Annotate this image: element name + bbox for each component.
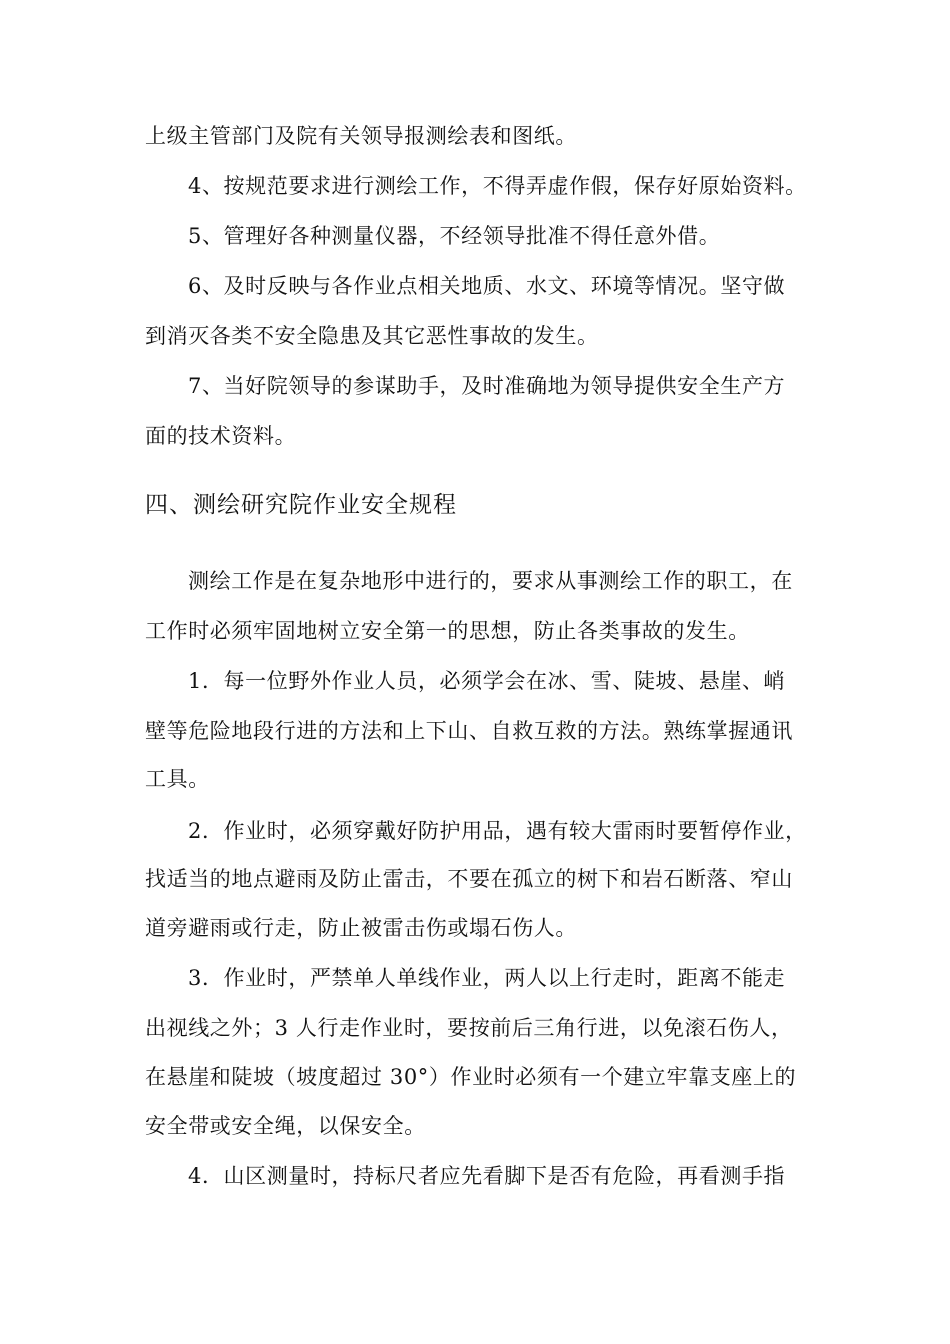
paragraph-line: 上级主管部门及院有关领导报测绘表和图纸。 (145, 124, 577, 148)
paragraph-line: 工作时必须牢固地树立安全第一的思想，防止各类事故的发生。 (145, 619, 750, 643)
paragraph-line: 道旁避雨或行走，防止被雷击伤或塌石伤人。 (145, 916, 577, 940)
section-heading: 四、测绘研究院作业安全规程 (145, 492, 457, 518)
paragraph-line: 安全带或安全绳，以保安全。 (145, 1114, 426, 1138)
paragraph-line: 1．每一位野外作业人员，必须学会在冰、雪、陡坡、悬崖、峭 (188, 669, 786, 693)
paragraph-line: 6、及时反映与各作业点相关地质、水文、环境等情况。坚守做 (188, 274, 786, 298)
paragraph-line: 壁等危险地段行进的方法和上下山、自救互救的方法。熟练掌握通讯 (145, 719, 793, 743)
paragraph-line: 7、当好院领导的参谋助手，及时准确地为领导提供安全生产方 (188, 374, 786, 398)
paragraph-line: 4、按规范要求进行测绘工作，不得弄虚作假，保存好原始资料。 (188, 174, 807, 198)
paragraph-line: 4．山区测量时，持标尺者应先看脚下是否有危险，再看测手指 (188, 1164, 786, 1188)
paragraph-line: 5、管理好各种测量仪器，不经领导批准不得任意外借。 (188, 224, 721, 248)
paragraph-line: 到消灭各类不安全隐患及其它恶性事故的发生。 (145, 324, 599, 348)
paragraph-line: 2．作业时，必须穿戴好防护用品，遇有较大雷雨时要暂停作业， (188, 819, 807, 843)
paragraph-line: 找适当的地点避雨及防止雷击，不要在孤立的树下和岩石断落、窄山 (145, 867, 793, 891)
paragraph-line: 测绘工作是在复杂地形中进行的，要求从事测绘工作的职工，在 (188, 569, 793, 593)
paragraph-line: 出视线之外；3 人行走作业时，要按前后三角行进，以免滚石伤人， (145, 1016, 793, 1040)
paragraph-line: 面的技术资料。 (145, 424, 297, 448)
paragraph-line: 3．作业时，严禁单人单线作业，两人以上行走时，距离不能走 (188, 966, 786, 990)
paragraph-line: 工具。 (145, 767, 210, 791)
paragraph-line: 在悬崖和陡坡（坡度超过 30°）作业时必须有一个建立牢靠支座上的 (145, 1065, 797, 1089)
